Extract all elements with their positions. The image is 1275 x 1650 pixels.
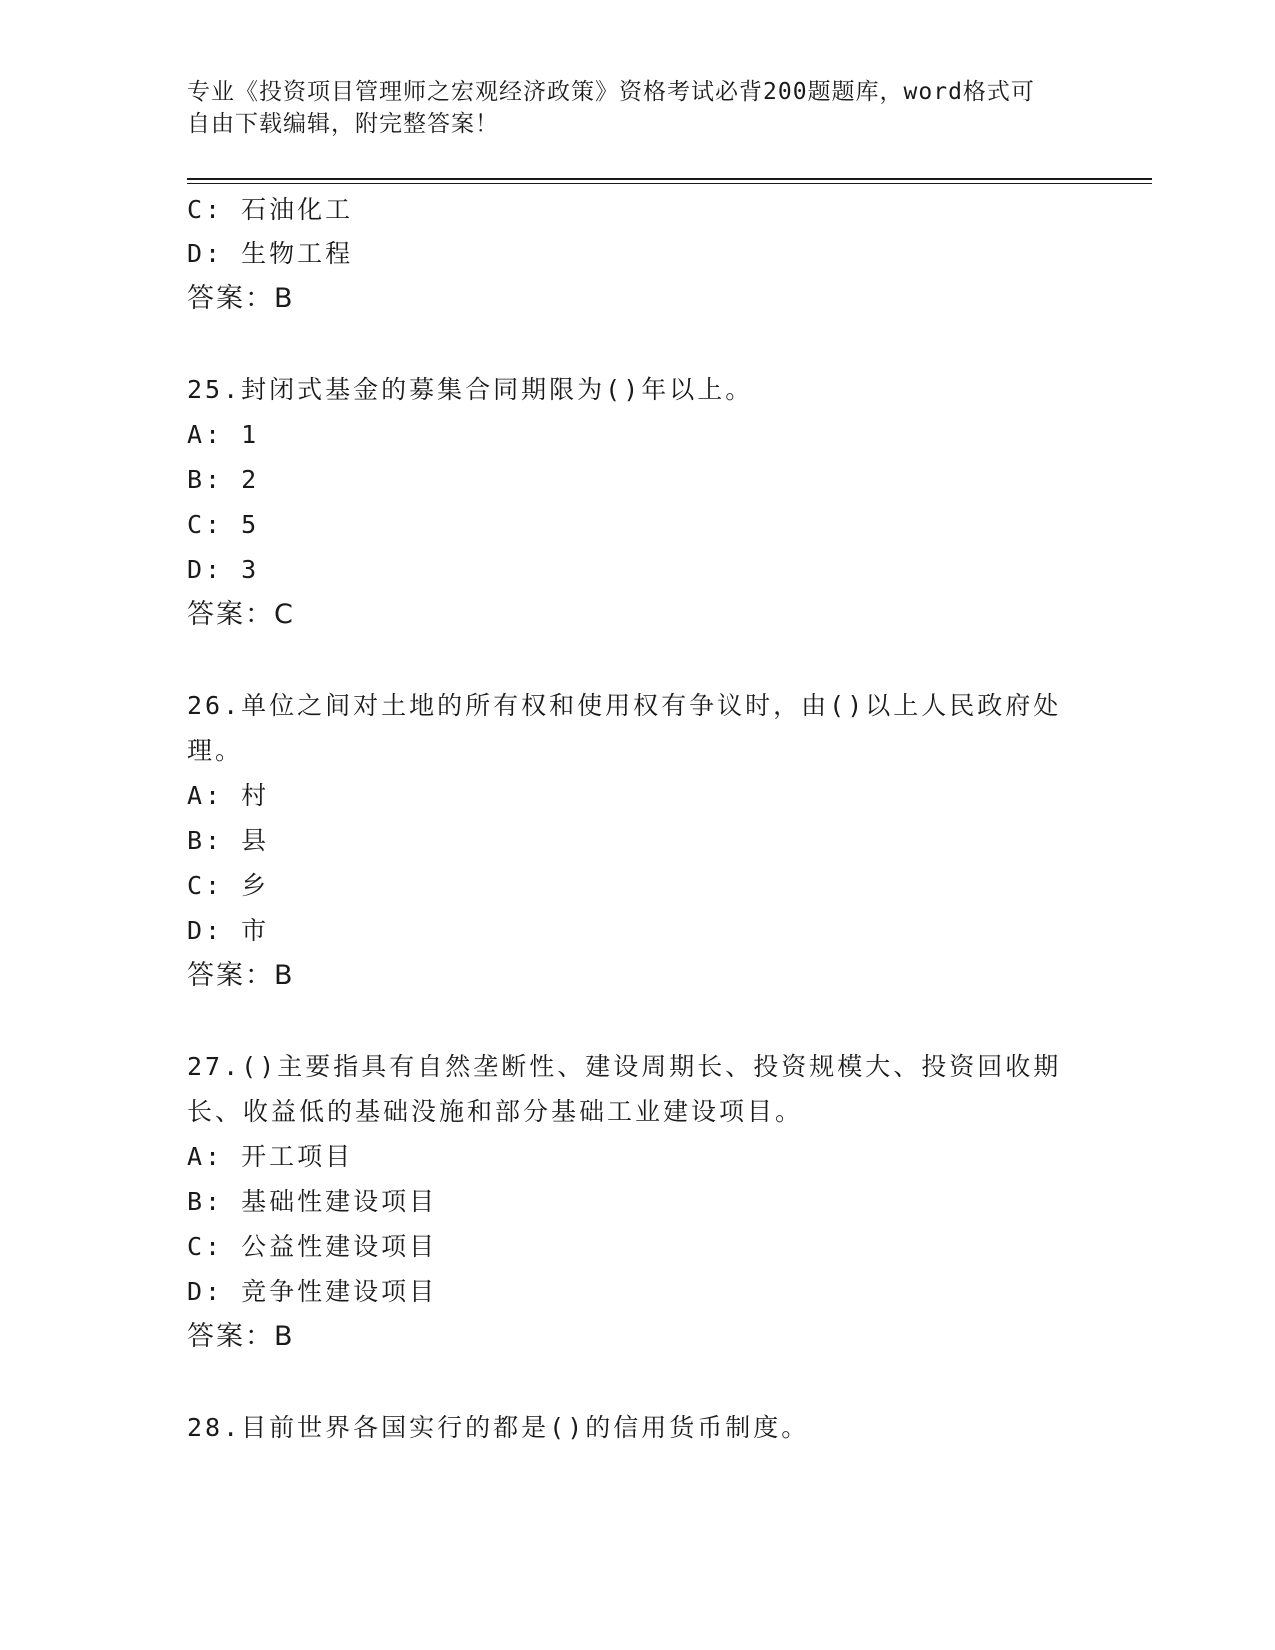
q27-answer: 答案：B [187,1321,295,1352]
header-divider-thin [187,183,1152,184]
q25-option-c: C: 5 [187,510,260,539]
q25-option-a: A: 1 [187,420,260,449]
q26-question-line-2: 理。 [187,736,244,765]
header-divider-thick [187,178,1152,180]
q26-option-d: D: 市 [187,916,270,945]
document-header [187,76,1067,140]
q25-question: 25.封闭式基金的募集合同期限为()年以上。 [187,375,754,404]
header-line-1: 专业《投资项目管理师之宏观经济政策》资格考试必背200题题库，word格式可 [187,79,1035,105]
q24-option-c: C: 石油化工 [187,195,354,224]
q26-option-a: A: 村 [187,781,270,810]
q28-question: 28.目前世界各国实行的都是()的信用货币制度。 [187,1413,810,1442]
q27-option-a: A: 开工项目 [187,1142,354,1171]
q27-question-line-2: 长、收益低的基础没施和部分基础工业建设项目。 [187,1097,804,1126]
q27-option-b: B: 基础性建设项目 [187,1187,438,1216]
q27-question-line-1: 27.()主要指具有自然垄断性、建设周期长、投资规模大、投资回收期 [187,1052,1062,1081]
q24-answer: 答案：B [187,283,295,314]
q26-question-line-1: 26.单位之间对土地的所有权和使用权有争议时，由()以上人民政府处 [187,691,1062,720]
q27-option-c: C: 公益性建设项目 [187,1232,438,1261]
q25-option-d: D: 3 [187,555,260,584]
header-line-2: 自由下载编辑，附完整答案！ [187,111,499,137]
q25-answer: 答案：C [187,599,295,630]
q27-option-d: D: 竞争性建设项目 [187,1277,438,1306]
q24-option-d: D: 生物工程 [187,239,354,268]
q26-option-c: C: 乡 [187,871,270,900]
q26-answer: 答案：B [187,960,295,991]
q25-option-b: B: 2 [187,465,260,494]
q26-option-b: B: 县 [187,826,270,855]
